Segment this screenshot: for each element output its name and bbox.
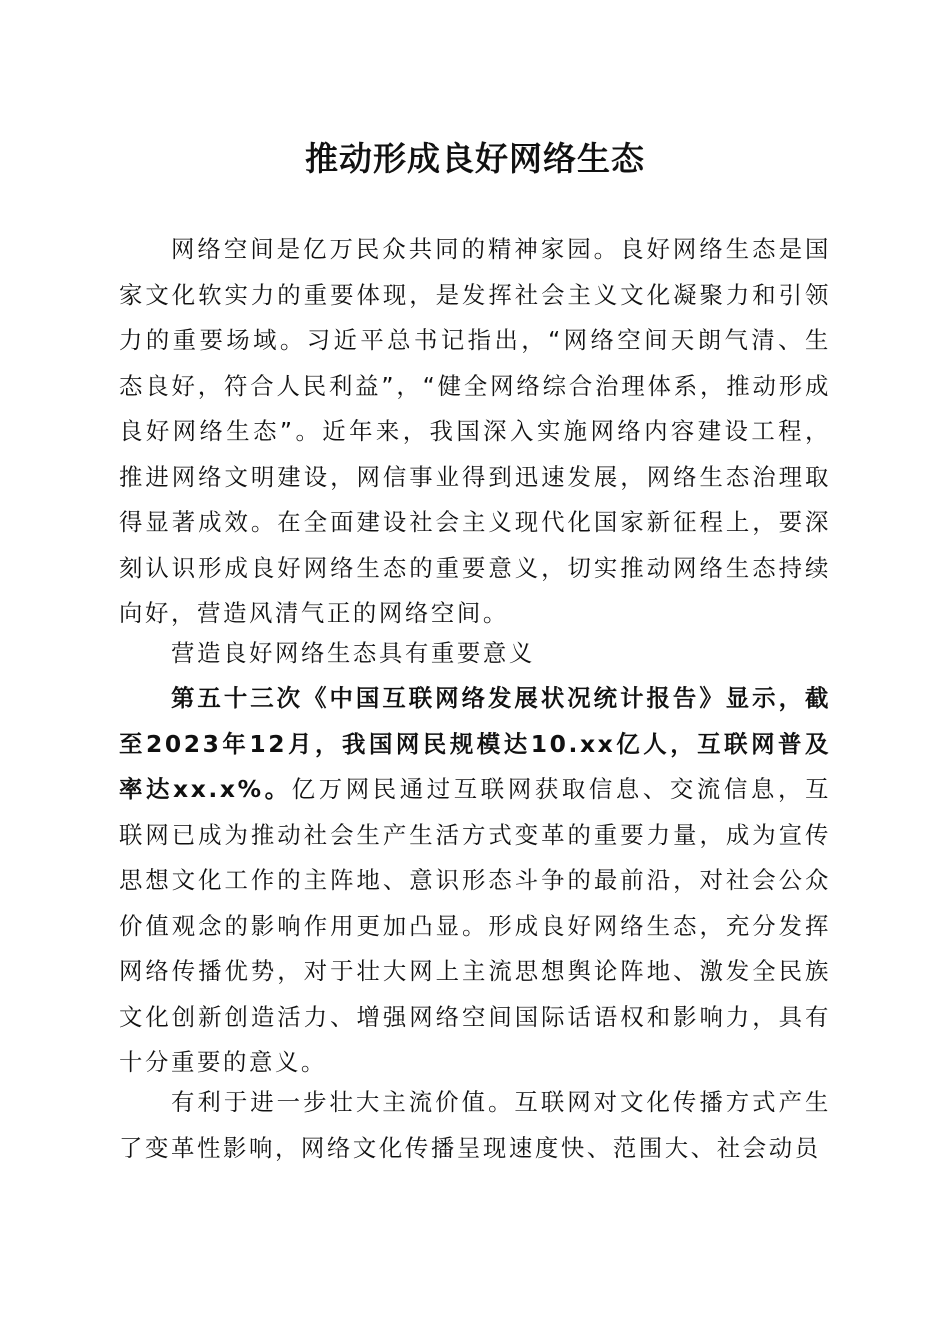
paragraph-intro: 网络空间是亿万民众共同的精神家园。良好网络生态是国家文化软实力的重要体现，是发挥社会主义文化凝聚力和引领力的重要场域。习近平总书记指出，“网络空间天朗气清、生态良好，符合人民利益”，“健全网络综合治理体系，推动形成良好网络生态”。近年来，我国深入实施网络内容建设工程，推进网络文明建设，网信事业得到迅速发展，网络生态治理取得显著成效。在全面建设社会主义现代化国家新征程上，要深刻认识形成良好网络生态的重要意义，切实推动网络生态持续向好，营造风清气正的网络空间。	[119, 235, 831, 627]
document-title: 推动形成良好网络生态	[305, 139, 645, 178]
section-heading: 营造良好网络生态具有重要意义	[171, 639, 535, 667]
statistics-bold-text: 第五十三次《中国互联网络发展状况统计报告》显示，截至2023年12月，我国网民规模达10.xx亿人，互联网普及率达xx.x%。	[119, 684, 831, 803]
paragraph-statistics	[119, 676, 831, 1086]
statistics-body-text: 亿万网民通过互联网获取信息、交流信息，互联网已成为推动社会生产生活方式变革的重要力量，成为宣传思想文化工作的主阵地、意识形态斗争的最前沿，对社会公众价值观念的影响作用更加凸显。形成良好网络生态，充分发挥网络传播优势，对于壮大网上主流思想舆论阵地、激发全民族文化创新创造活力、增强网络空间国际话语权和影响力，具有十分重要的意义。	[119, 775, 831, 1076]
paragraph-mainstream-values: 有利于进一步壮大主流价值。互联网对文化传播方式产生了变革性影响，网络文化传播呈现速度快、范围大、社会动员	[119, 1088, 831, 1162]
